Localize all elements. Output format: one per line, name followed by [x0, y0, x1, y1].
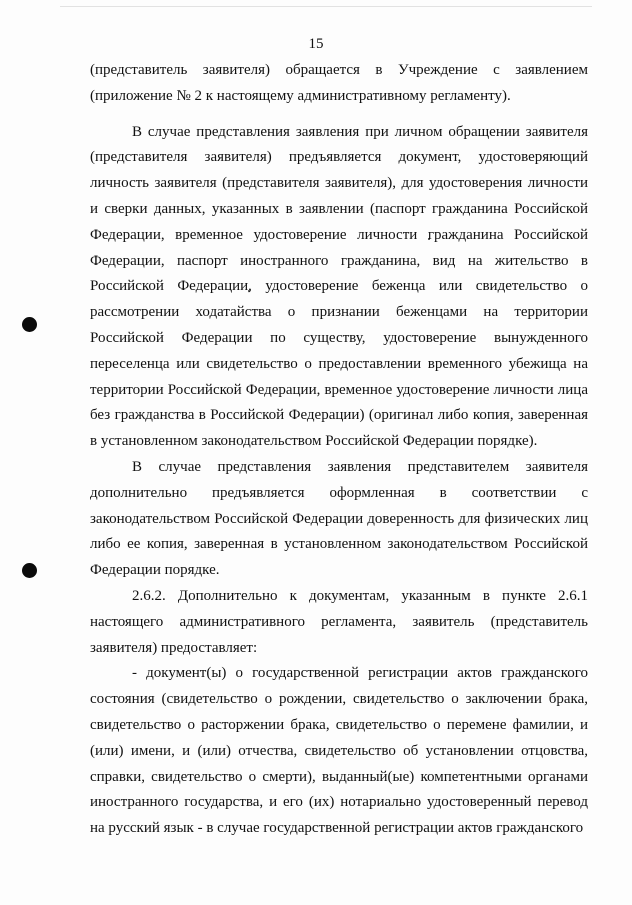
paragraph-civil-status-docs: - документ(ы) о государственной регистрации актов гражданского состояния (свидетельство о рождении, свидетельство о заключении брака, свидетельство о расторжении брака, свидетельство о перемене фамилии, и (или) имени, и (или) отчества, свидетельство об установлении отцовства, справки, свидетельство о смерти), выданный(ые) компетентными органами иностранного государства, и его (их) нотариально удостоверенный перевод на русский язык - в случае государственной регистрации актов гражданского [90, 665, 588, 837]
document-body [90, 58, 588, 842]
page-number: 15 [308, 36, 324, 52]
paragraph-2-6-2: 2.6.2. Дополнительно к документам, указанным в пункте 2.6.1 настоящего административного регламента, заявитель (представитель заявителя) предоставляет: [90, 587, 588, 656]
paragraph-continuation: (представитель заявителя) обращается в Учреждение с заявлением (приложение № 2 к настоящему административному регламенту). [90, 62, 588, 104]
paragraph-personal-appeal: В случае представления заявления при личном обращении заявителя (представителя заявителя) предъявляется документ, удостоверяющий личность заявителя (представителя заявителя), для удостоверения личности и сверки данных, указанных в заявлении (паспорт гражданина Российской Федерации, временное удостоверение личности гражданина Российской Федерации, паспорт иностранного гражданина, вид на жительство в Российской Федерации, удостоверение беженца или свидетельство о рассмотрении ходатайства о признании беженцами на территории Российской Федерации по существу, удостоверение вынужденного переселенца или свидетельство о предоставлении временного убежища на территории Российской Федерации, временное удостоверение личности лица без гражданства в Российской Федерации) (оригинал либо копия, заверенная в установленном законодательством Российской Федерации порядке). [90, 123, 588, 450]
paragraph-representative: В случае представления заявления представителем заявителя дополнительно предъявляется оформленная в соответствии с законодательством Российской Федерации доверенность для физических лиц либо ее копия, заверенная в установленном законодательством Российской Федерации порядке. [90, 458, 588, 579]
punch-hole-mark [22, 317, 37, 332]
scan-edge-line [60, 6, 592, 7]
punch-hole-mark [22, 563, 37, 578]
